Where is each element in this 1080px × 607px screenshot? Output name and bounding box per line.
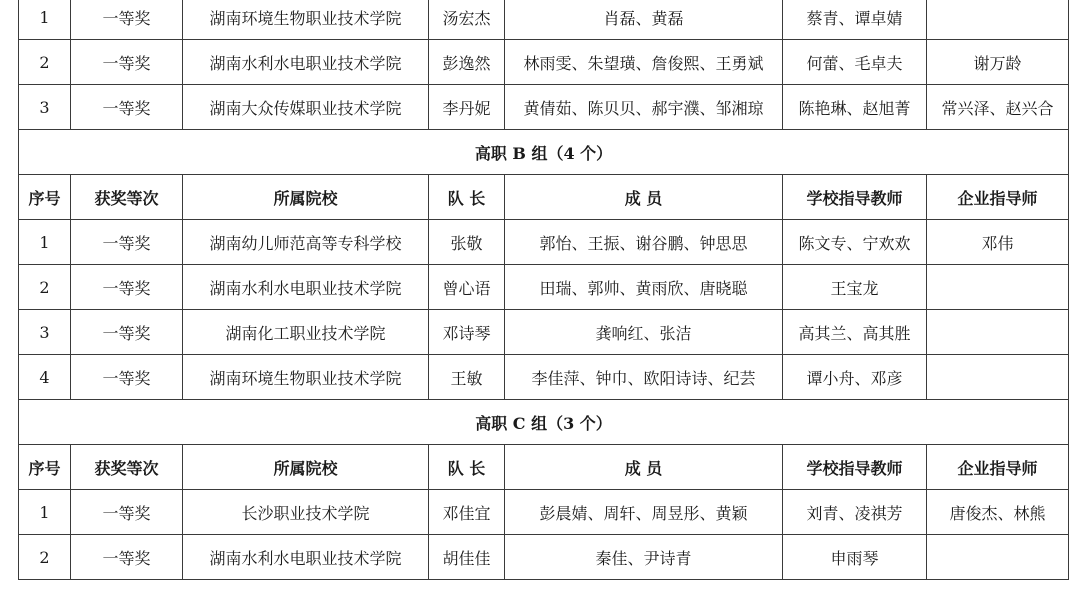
cell-members: 郭怡、王振、谢谷鹏、钟思思 <box>505 220 783 265</box>
cell-members: 龚响红、张洁 <box>505 310 783 355</box>
cell-school: 湖南大众传媒职业技术学院 <box>183 85 429 130</box>
cell-school: 湖南水利水电职业技术学院 <box>183 535 429 580</box>
cell-teachers: 陈艳琳、赵旭菁 <box>783 85 927 130</box>
cell-teachers: 陈文专、宁欢欢 <box>783 220 927 265</box>
table-row <box>19 0 1069 40</box>
cell-captain: 张敬 <box>429 220 505 265</box>
header-mentors: 企业指导师 <box>927 445 1069 490</box>
cell-mentors <box>927 535 1069 580</box>
cell-teachers: 蔡青、谭卓婧 <box>783 0 927 40</box>
header-school: 所属院校 <box>183 175 429 220</box>
header-school: 所属院校 <box>183 445 429 490</box>
section-title-c: 高职 C 组（3 个） <box>19 400 1069 445</box>
cell-no: 2 <box>19 265 71 310</box>
header-mentors: 企业指导师 <box>927 175 1069 220</box>
header-teachers: 学校指导教师 <box>783 175 927 220</box>
header-no: 序号 <box>19 175 71 220</box>
cell-mentors: 常兴泽、赵兴合 <box>927 85 1069 130</box>
cell-no: 3 <box>19 310 71 355</box>
table-row <box>19 85 1069 130</box>
cell-school: 湖南幼儿师范高等专科学校 <box>183 220 429 265</box>
header-no: 序号 <box>19 445 71 490</box>
header-award: 获奖等次 <box>71 175 183 220</box>
header-members: 成 员 <box>505 445 783 490</box>
cell-school: 湖南水利水电职业技术学院 <box>183 40 429 85</box>
awards-table <box>18 0 1069 580</box>
cell-no: 4 <box>19 355 71 400</box>
table-row <box>19 265 1069 310</box>
section-title-row <box>19 130 1069 175</box>
section-title-b: 高职 B 组（4 个） <box>19 130 1069 175</box>
table-row <box>19 40 1069 85</box>
table-row <box>19 355 1069 400</box>
cell-captain: 彭逸然 <box>429 40 505 85</box>
cell-mentors: 唐俊杰、林熊 <box>927 490 1069 535</box>
cell-award: 一等奖 <box>71 535 183 580</box>
header-captain: 队 长 <box>429 175 505 220</box>
cell-mentors: 邓伟 <box>927 220 1069 265</box>
cell-members: 李佳萍、钟巾、欧阳诗诗、纪芸 <box>505 355 783 400</box>
cell-teachers: 何蕾、毛卓夫 <box>783 40 927 85</box>
header-teachers: 学校指导教师 <box>783 445 927 490</box>
cell-members: 田瑞、郭帅、黄雨欣、唐晓聪 <box>505 265 783 310</box>
cell-school: 湖南环境生物职业技术学院 <box>183 355 429 400</box>
cell-award: 一等奖 <box>71 355 183 400</box>
cell-captain: 邓佳宜 <box>429 490 505 535</box>
cell-members: 肖磊、黄磊 <box>505 0 783 40</box>
header-members: 成 员 <box>505 175 783 220</box>
table-row <box>19 310 1069 355</box>
cell-members: 黄倩茹、陈贝贝、郝宇濮、邹湘琼 <box>505 85 783 130</box>
cell-captain: 邓诗琴 <box>429 310 505 355</box>
cell-award: 一等奖 <box>71 0 183 40</box>
cell-no: 1 <box>19 0 71 40</box>
section-title-row <box>19 400 1069 445</box>
cell-captain: 曾心语 <box>429 265 505 310</box>
awards-table-body <box>19 0 1069 580</box>
table-row <box>19 535 1069 580</box>
cell-school: 长沙职业技术学院 <box>183 490 429 535</box>
cell-school: 湖南环境生物职业技术学院 <box>183 0 429 40</box>
cell-members: 秦佳、尹诗青 <box>505 535 783 580</box>
cell-no: 2 <box>19 40 71 85</box>
cell-award: 一等奖 <box>71 310 183 355</box>
cell-award: 一等奖 <box>71 40 183 85</box>
header-captain: 队 长 <box>429 445 505 490</box>
cell-teachers: 申雨琴 <box>783 535 927 580</box>
cell-award: 一等奖 <box>71 490 183 535</box>
cell-no: 2 <box>19 535 71 580</box>
cell-no: 1 <box>19 220 71 265</box>
cell-teachers: 王宝龙 <box>783 265 927 310</box>
cell-award: 一等奖 <box>71 220 183 265</box>
cell-no: 1 <box>19 490 71 535</box>
cell-school: 湖南水利水电职业技术学院 <box>183 265 429 310</box>
cell-captain: 汤宏杰 <box>429 0 505 40</box>
cell-mentors <box>927 0 1069 40</box>
cell-mentors <box>927 355 1069 400</box>
cell-award: 一等奖 <box>71 85 183 130</box>
cell-mentors: 谢万龄 <box>927 40 1069 85</box>
header-row <box>19 175 1069 220</box>
cell-teachers: 谭小舟、邓彦 <box>783 355 927 400</box>
cell-captain: 胡佳佳 <box>429 535 505 580</box>
table-row <box>19 490 1069 535</box>
header-row <box>19 445 1069 490</box>
table-row <box>19 220 1069 265</box>
cell-teachers: 高其兰、高其胜 <box>783 310 927 355</box>
cell-teachers: 刘青、凌祺芳 <box>783 490 927 535</box>
cell-mentors <box>927 265 1069 310</box>
cell-members: 林雨雯、朱望璜、詹俊熙、王勇斌 <box>505 40 783 85</box>
cell-mentors <box>927 310 1069 355</box>
cell-no: 3 <box>19 85 71 130</box>
cell-award: 一等奖 <box>71 265 183 310</box>
cell-members: 彭晨婧、周轩、周昱彤、黄颖 <box>505 490 783 535</box>
cell-captain: 李丹妮 <box>429 85 505 130</box>
cell-captain: 王敏 <box>429 355 505 400</box>
header-award: 获奖等次 <box>71 445 183 490</box>
cell-school: 湖南化工职业技术学院 <box>183 310 429 355</box>
